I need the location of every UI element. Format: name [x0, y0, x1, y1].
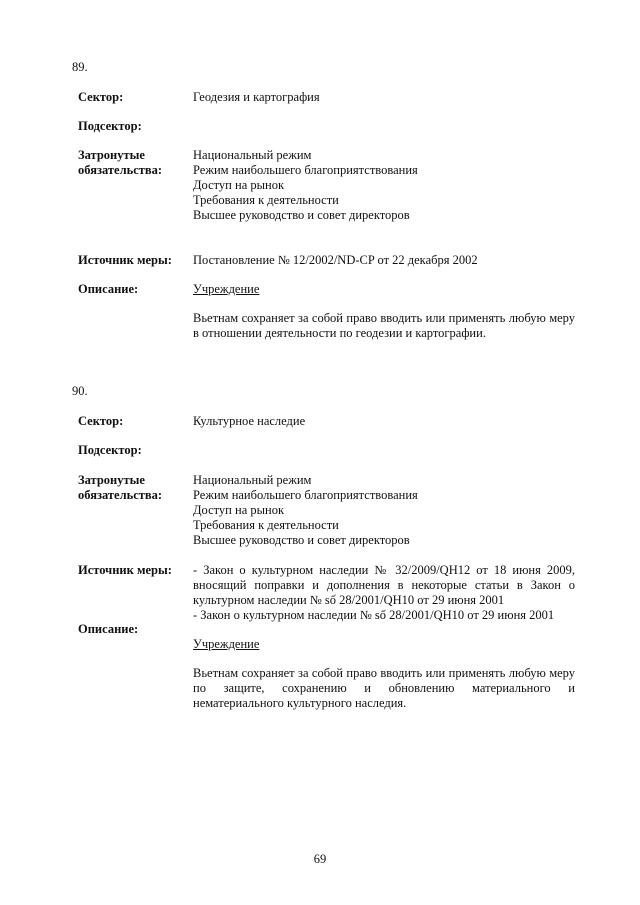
sector-label: Сектор:	[78, 90, 124, 104]
obligation-item: Требования к деятельности	[193, 518, 339, 532]
obligation-item: Доступ на рынок	[193, 178, 285, 192]
source-label: Источник меры:	[78, 563, 172, 577]
obligation-item: Требования к деятельности	[193, 193, 339, 207]
description-text: Вьетнам сохраняет за собой право вводить или применять любую меру в отношении деятельности по геодезии и картографии.	[193, 311, 575, 340]
source-value: Постановление № 12/2002/ND-CP от 22 декабря 2002	[193, 253, 478, 267]
description-label: Описание:	[78, 622, 139, 636]
sector-value: Культурное наследие	[193, 414, 306, 428]
obligation-item: Режим наибольшего благоприятствования	[193, 488, 418, 502]
subsector-label: Подсектор:	[78, 443, 142, 457]
sector-value: Геодезия и картография	[193, 90, 320, 104]
obligation-item: Доступ на рынок	[193, 503, 285, 517]
obligations-label: Затронутые обязательства:	[78, 473, 163, 502]
source-item: - Закон о культурном наследии № 32/2009/QH12 от 18 июня 2009, вносящий поправки и дополнения в некоторые статьи в Закон о культурном наследии № số 28/2001/QH10 от 29 июня 2001	[193, 563, 575, 607]
source-label: Источник меры:	[78, 253, 172, 267]
obligation-item: Режим наибольшего благоприятствования	[193, 163, 418, 177]
description-label: Описание:	[78, 282, 139, 296]
obligation-item: Высшее руководство и совет директоров	[193, 533, 410, 547]
description-heading: Учреждение	[193, 282, 260, 296]
entry-number: 90.	[72, 384, 88, 398]
subsector-label: Подсектор:	[78, 119, 142, 133]
entry-number: 89.	[72, 60, 88, 74]
source-item: - Закон о культурном наследии № số 28/2001/QH10 от 29 июня 2001	[193, 608, 555, 622]
obligations-list	[193, 473, 418, 548]
page-number: 69	[313, 852, 327, 866]
obligations-list	[193, 148, 418, 223]
obligation-item: Национальный режим	[193, 148, 312, 162]
description-text: Вьетнам сохраняет за собой право вводить или применять любую меру по защите, сохранению и обновлению материального и нематериального культурного наследия.	[193, 666, 575, 710]
obligations-label: Затронутые обязательства:	[78, 148, 163, 177]
description-heading: Учреждение	[193, 637, 260, 651]
sector-label: Сектор:	[78, 414, 124, 428]
obligation-item: Высшее руководство и совет директоров	[193, 208, 410, 222]
obligation-item: Национальный режим	[193, 473, 312, 487]
source-list	[193, 563, 575, 623]
